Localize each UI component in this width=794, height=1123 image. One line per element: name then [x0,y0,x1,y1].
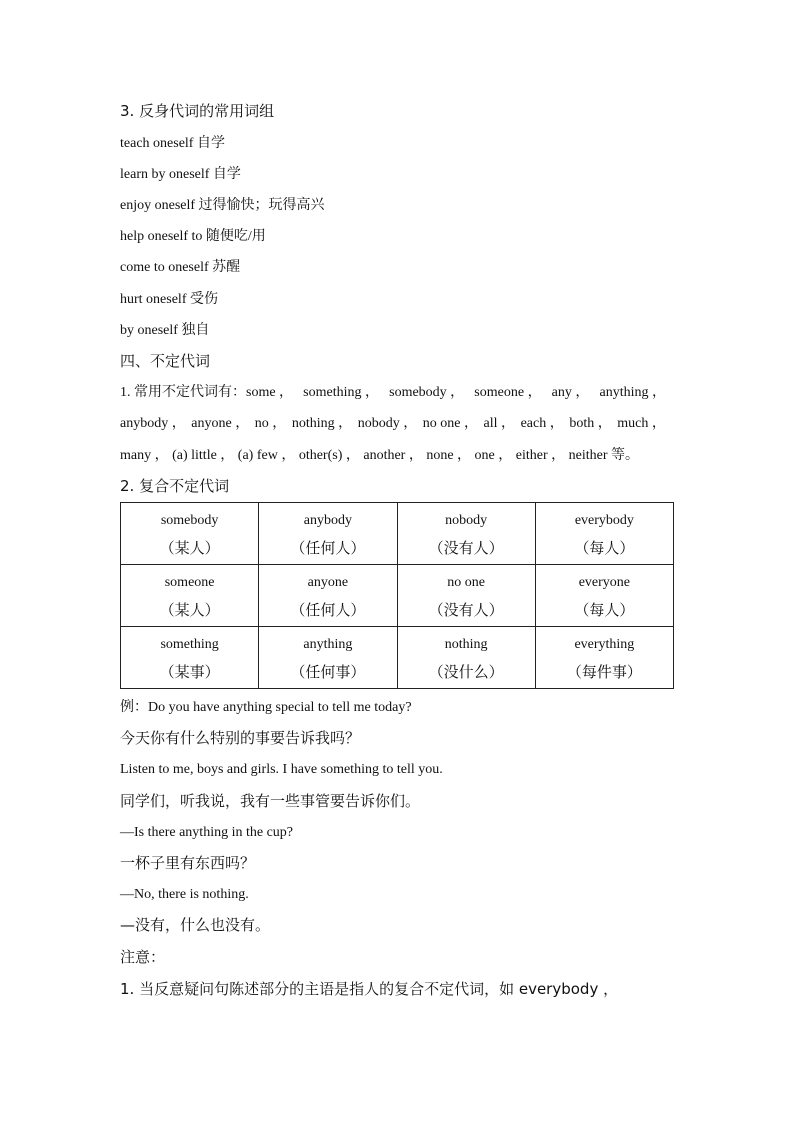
table-cell [259,627,397,689]
example-sentence-en: Listen to me, boys and girls. I have something to tell you. [120,762,443,777]
example-sentence-en: —No, there is nothing. [120,887,249,902]
pronoun-word: something [160,636,219,652]
pronoun-word: nobody [445,512,488,528]
table-cell [397,565,535,627]
pronoun-meaning: （没有人） [428,600,504,619]
pronoun-meaning: （任何人） [290,538,366,557]
pronoun-word: no one [447,574,485,590]
table-cell [259,503,397,565]
example-sentence-en: —Is there anything in the cup? [120,825,294,840]
section-heading-indefinite-pronouns: 四、不定代词 [120,352,211,370]
pronoun-list-item: each ， [520,416,564,431]
pronoun-meaning: （某人） [159,538,220,557]
pronoun-meaning: （每人） [574,538,635,557]
phrase-line: learn by oneself 自学 [120,167,241,182]
note-item: 1. 当反意疑问句陈述部分的主语是指人的复合不定代词，如 everybody ， [120,980,619,998]
pronoun-meaning: （任何人） [290,600,366,619]
pronoun-list-item: anyone ， [191,416,250,431]
pronoun-word: anybody [303,512,352,528]
pronoun-list-item: any ， [551,385,590,400]
pronoun-word: anything [303,636,353,652]
example-sentence-en: 例：Do you have anything special to tell me today? [120,700,412,715]
pronoun-word: nothing [444,636,488,652]
phrase-line: enjoy oneself 过得愉快；玩得高兴 [120,198,325,213]
example-sentence-cn: —没有，什么也没有。 [120,916,271,934]
note-heading: 注意： [120,948,166,966]
pronoun-list-item: nobody ， [357,416,418,431]
pronoun-list-item: no ， [254,416,287,431]
phrase-line: by oneself 独自 [120,323,210,338]
table-row [121,503,674,565]
example-sentence-cn: 一杯子里有东西吗？ [120,854,256,872]
table-row [121,627,674,689]
example-sentence-cn: 今天你有什么特别的事要告诉我吗？ [120,729,361,747]
pronoun-meaning: （没什么） [428,662,504,681]
table-row [121,565,674,627]
pronoun-list-line [120,383,666,403]
pronoun-list-item: both ， [569,416,612,431]
pronoun-list-item: anybody ， [120,416,186,431]
table-cell [121,503,259,565]
table-cell [535,627,673,689]
pronoun-list-item: 1. 常用不定代词有：some ， [120,385,294,400]
phrase-line: come to oneself 苏醒 [120,260,241,275]
pronoun-word: somebody [160,512,219,528]
pronoun-list-line: many ， (a) little ， (a) few ， other(s) ， another ， none ， one ， either ， neither 等。 [120,448,640,463]
table-cell [121,565,259,627]
pronoun-meaning: （某人） [159,600,220,619]
table-cell [121,627,259,689]
pronoun-list-item: much ， [617,416,666,431]
pronoun-list-item: someone ， [474,385,542,400]
pronoun-word: someone [164,574,215,590]
table-cell [535,503,673,565]
table-cell [397,503,535,565]
pronoun-list-item: no one ， [422,416,478,431]
pronoun-list-item: something ， [303,385,380,400]
pronoun-word: anyone [307,574,349,590]
pronoun-meaning: （任何事） [290,662,366,681]
pronoun-word: everybody [574,512,634,528]
phrase-line: teach oneself 自学 [120,136,225,151]
table-cell [535,565,673,627]
compound-pronoun-table [120,502,674,689]
pronoun-list-item: somebody ， [389,385,465,400]
pronoun-meaning: （每件事） [566,662,642,681]
pronoun-list-item: nothing ， [291,416,353,431]
pronoun-list-line [120,414,666,434]
pronoun-meaning: （每人） [574,600,635,619]
table-cell [397,627,535,689]
example-sentence-cn: 同学们，听我说，我有一些事管要告诉你们。 [120,792,421,810]
pronoun-word: everyone [578,574,631,590]
pronoun-list-item: all ， [483,416,516,431]
section-heading-compound-pronouns: 2. 复合不定代词 [120,477,230,495]
table-cell [259,565,397,627]
section-heading-reflexive-phrases: 3. 反身代词的常用词组 [120,102,275,120]
phrase-line: help oneself to 随便吃/用 [120,229,266,244]
phrase-line: hurt oneself 受伤 [120,292,218,307]
pronoun-word: everything [574,636,635,652]
pronoun-list-item: anything ， [599,385,666,400]
pronoun-meaning: （某事） [159,662,220,681]
pronoun-meaning: （没有人） [428,538,504,557]
